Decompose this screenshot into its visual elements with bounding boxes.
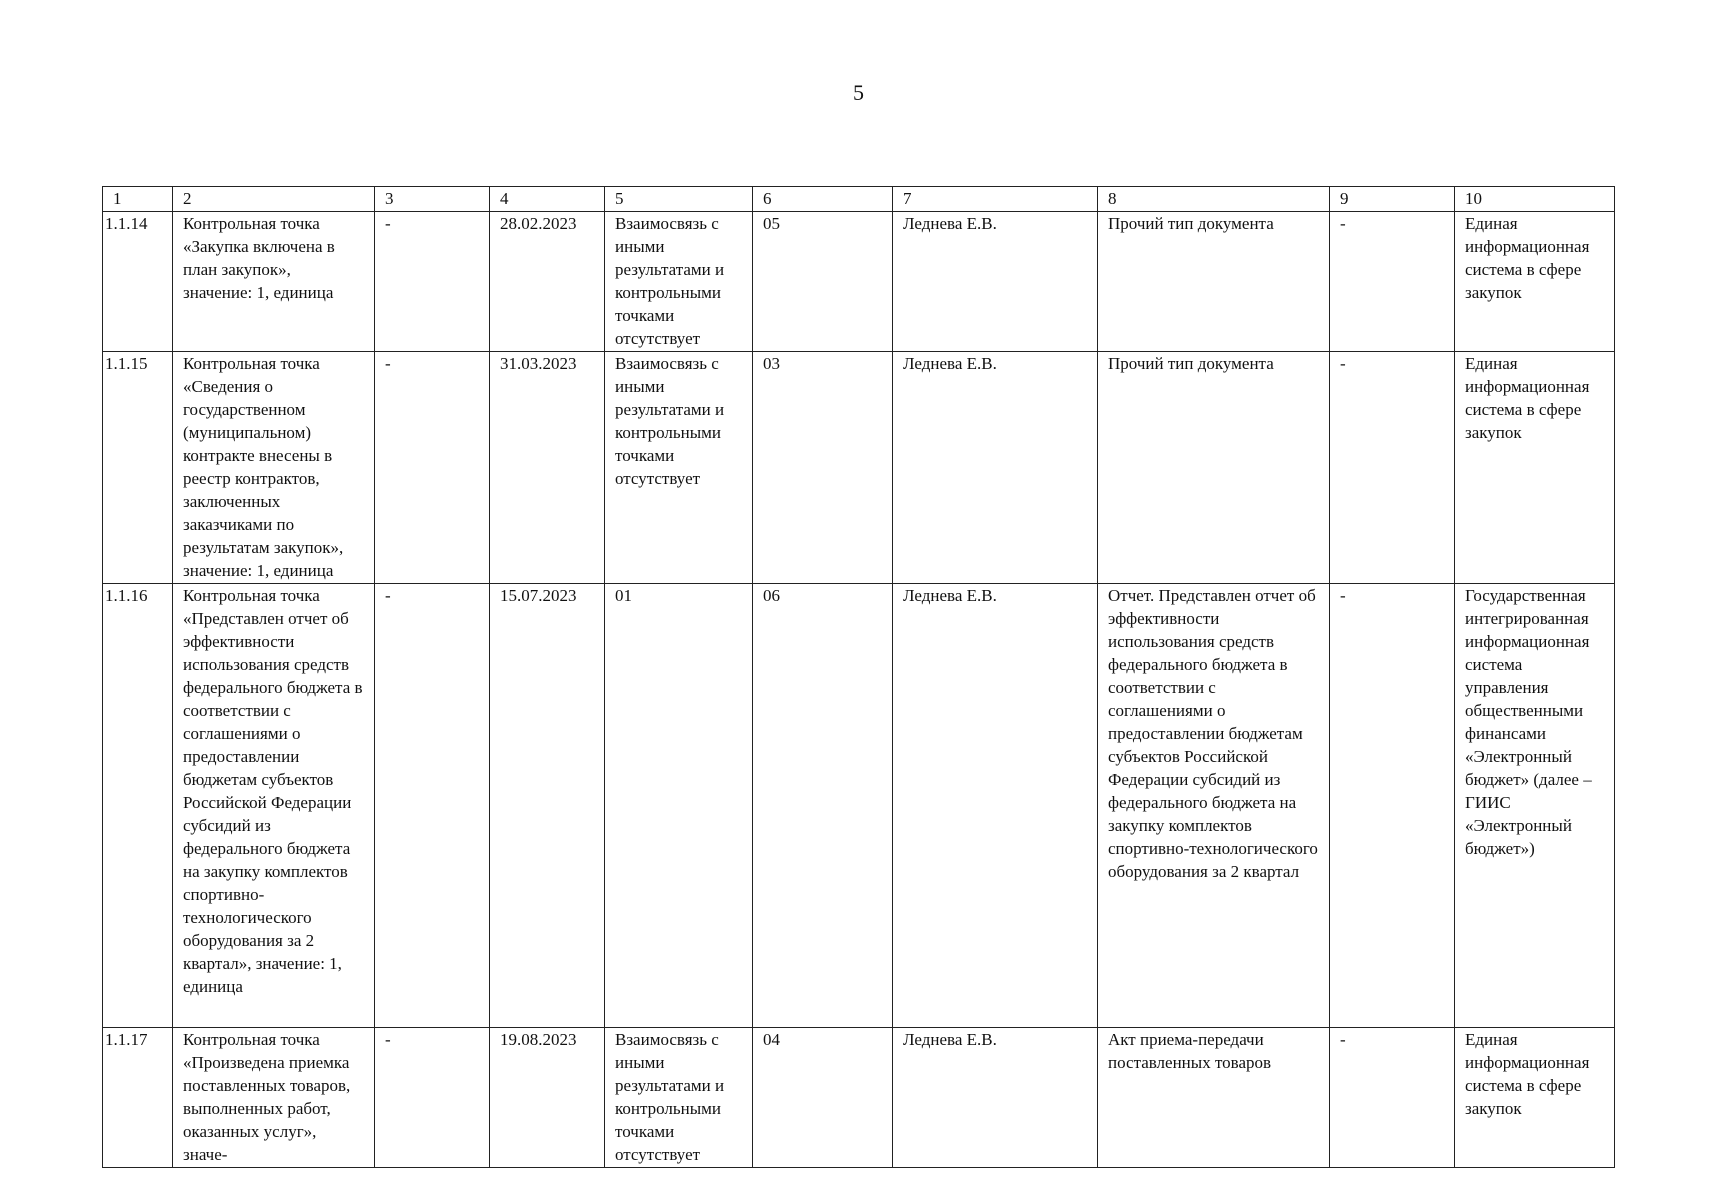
cell-col9: - xyxy=(1330,352,1455,584)
relation-cell: 01 xyxy=(605,584,753,1028)
control-point-name: Контрольная точка «Сведения о государственном (муниципальном) контракте внесены в реестр контрактов, заключенных заказчиками по результатам закупок», значение: 1, единица xyxy=(173,352,375,584)
relation-cell: Взаимосвязь с иными результатами и контрольными точками отсутствует xyxy=(605,212,753,352)
responsible-cell: Леднева Е.В. xyxy=(893,352,1098,584)
responsible-cell: Леднева Е.В. xyxy=(893,584,1098,1028)
cell-col6: 04 xyxy=(753,1028,893,1168)
header-cell: 10 xyxy=(1455,187,1615,212)
document-cell: Отчет. Представлен отчет об эффективности использования средств федерального бюджета в соответствии с соглашениями о предоставлении бюджетам субъектов Российской Федерации субсидий из федерального бюджета на закупку комплектов спортивно-технологического оборудования за 2 квартал xyxy=(1098,584,1330,1028)
header-cell: 9 xyxy=(1330,187,1455,212)
header-cell: 4 xyxy=(490,187,605,212)
date-cell: 19.08.2023 xyxy=(490,1028,605,1168)
control-point-name: Контрольная точка «Закупка включена в план закупок», значение: 1, единица xyxy=(173,212,375,352)
cell-col3: - xyxy=(375,1028,490,1168)
row-number: 1.1.14 xyxy=(103,212,173,352)
date-cell: 28.02.2023 xyxy=(490,212,605,352)
document-cell: Прочий тип документа xyxy=(1098,212,1330,352)
relation-cell: Взаимосвязь с иными результатами и контрольными точками отсутствует xyxy=(605,1028,753,1168)
system-cell: Государственная интегрированная информационная система управления общественными финансами «Электронный бюджет» (далее – ГИИС «Электронный бюджет») xyxy=(1455,584,1615,1028)
document-cell: Прочий тип документа xyxy=(1098,352,1330,584)
page-number: 5 xyxy=(853,80,864,105)
cell-col3: - xyxy=(375,212,490,352)
header-cell: 5 xyxy=(605,187,753,212)
header-cell: 3 xyxy=(375,187,490,212)
header-row xyxy=(103,187,1615,212)
table-row xyxy=(103,352,1615,584)
cell-col3: - xyxy=(375,584,490,1028)
cell-col3: - xyxy=(375,352,490,584)
responsible-cell: Леднева Е.В. xyxy=(893,212,1098,352)
control-points-table xyxy=(102,186,1615,1168)
table-row xyxy=(103,584,1615,1028)
relation-cell: Взаимосвязь с иными результатами и контрольными точками отсутствует xyxy=(605,352,753,584)
cell-col9: - xyxy=(1330,584,1455,1028)
cell-col6: 05 xyxy=(753,212,893,352)
control-point-name: Контрольная точка «Представлен отчет об эффективности использования средств федерального бюджета в соответствии с соглашениями о предоставлении бюджетам субъектов Российской Федерации субсидий из федерального бюджета на закупку комплектов спортивно-технологического оборудования за 2 квартал», значение: 1, единица xyxy=(173,584,375,1028)
document-cell: Акт приема-передачи поставленных товаров xyxy=(1098,1028,1330,1168)
cell-col6: 03 xyxy=(753,352,893,584)
table-row xyxy=(103,212,1615,352)
row-number: 1.1.16 xyxy=(103,584,173,1028)
header-cell: 8 xyxy=(1098,187,1330,212)
responsible-cell: Леднева Е.В. xyxy=(893,1028,1098,1168)
cell-col9: - xyxy=(1330,212,1455,352)
header-cell: 7 xyxy=(893,187,1098,212)
cell-col9: - xyxy=(1330,1028,1455,1168)
cell-col6: 06 xyxy=(753,584,893,1028)
control-point-name: Контрольная точка «Произведена приемка поставленных товаров, выполненных работ, оказанных услуг», значе- xyxy=(173,1028,375,1168)
row-number: 1.1.17 xyxy=(103,1028,173,1168)
system-cell: Единая информационная система в сфере закупок xyxy=(1455,352,1615,584)
date-cell: 31.03.2023 xyxy=(490,352,605,584)
system-cell: Единая информационная система в сфере закупок xyxy=(1455,212,1615,352)
header-cell: 2 xyxy=(173,187,375,212)
system-cell: Единая информационная система в сфере закупок xyxy=(1455,1028,1615,1168)
row-number: 1.1.15 xyxy=(103,352,173,584)
header-cell: 1 xyxy=(103,187,173,212)
table-row xyxy=(103,1028,1615,1168)
date-cell: 15.07.2023 xyxy=(490,584,605,1028)
header-cell: 6 xyxy=(753,187,893,212)
